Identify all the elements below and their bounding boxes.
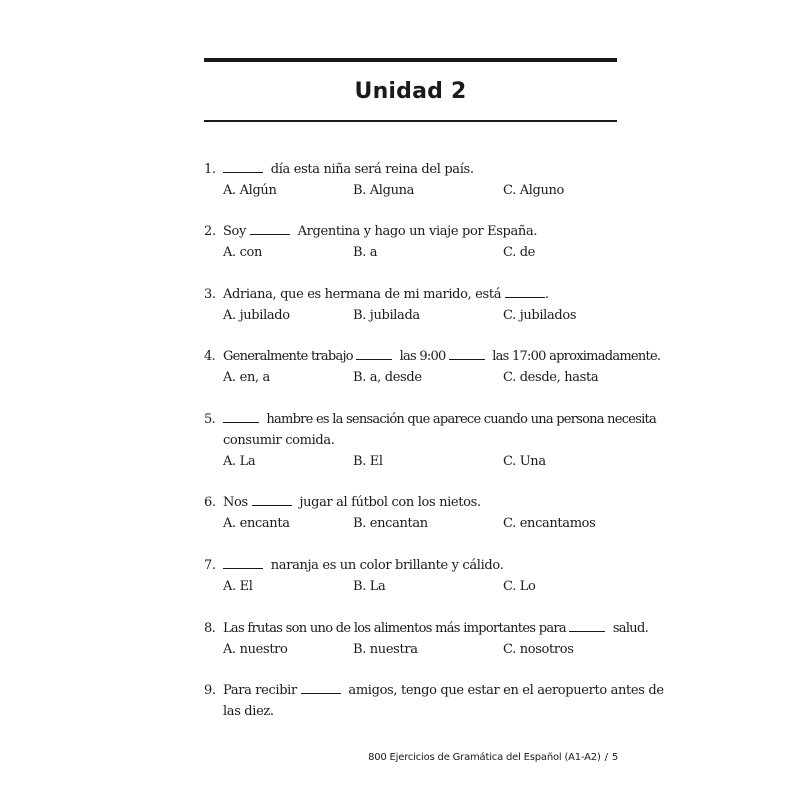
question-number: 5. bbox=[204, 412, 215, 427]
question-number: 8. bbox=[204, 621, 216, 636]
option-b: B. a, desde bbox=[353, 370, 422, 385]
option-c: C. jubilados bbox=[503, 308, 577, 323]
option-b: B. La bbox=[353, 579, 386, 594]
title-rule bbox=[204, 120, 617, 122]
option-c: C. Una bbox=[503, 454, 546, 469]
question-number: 1. bbox=[204, 162, 216, 177]
option-a: A. encanta bbox=[223, 516, 290, 531]
question-number: 2. bbox=[204, 224, 216, 239]
option-c: C. desde, hasta bbox=[503, 370, 599, 385]
question-stem: naranja es un color brillante y cálido. bbox=[223, 555, 503, 576]
option-b: B. a bbox=[353, 245, 378, 260]
question-9 bbox=[204, 680, 664, 722]
answer-blank bbox=[250, 222, 290, 235]
answer-blank bbox=[569, 619, 605, 632]
question-stem: Nos jugar al fútbol con los nietos. bbox=[223, 495, 481, 510]
option-c: C. Alguno bbox=[503, 183, 565, 198]
answer-blank bbox=[356, 347, 392, 360]
option-c: C. de bbox=[503, 245, 536, 260]
book-title: 800 Ejercicios de Gramática del Español (A1-A2) bbox=[368, 752, 601, 763]
answer-blank bbox=[505, 285, 545, 298]
question-stem: Soy Argentina y hago un viaje por España. bbox=[223, 224, 538, 239]
option-a: A. El bbox=[223, 579, 253, 594]
option-c: C. nosotros bbox=[503, 642, 574, 657]
question-number: 4. bbox=[204, 349, 215, 364]
option-a: A. nuestro bbox=[223, 642, 288, 657]
question-number: 9. bbox=[204, 683, 216, 698]
page-number: 5 bbox=[611, 752, 618, 763]
question-1 bbox=[204, 159, 620, 201]
question-stem: Adriana, que es hermana de mi marido, está . bbox=[223, 287, 549, 302]
question-stem: Generalmente trabajo las 9:00 las 17:00 aproximadamente. bbox=[223, 349, 661, 364]
answer-blank bbox=[223, 556, 263, 569]
option-b: B. Alguna bbox=[353, 183, 415, 198]
question-5 bbox=[204, 409, 657, 472]
option-b: B. El bbox=[353, 454, 383, 469]
question-stem: Para recibir amigos, tengo que estar en el aeropuerto antes de bbox=[223, 683, 664, 698]
option-b: B. jubilada bbox=[353, 308, 420, 323]
option-c: C. encantamos bbox=[503, 516, 596, 531]
option-a: A. jubilado bbox=[223, 308, 290, 323]
answer-blank bbox=[449, 347, 485, 360]
question-number: 3. bbox=[204, 287, 216, 302]
question-3 bbox=[204, 284, 620, 326]
question-7 bbox=[204, 555, 620, 597]
answer-blank bbox=[223, 410, 259, 423]
question-stem-continued: las diez. bbox=[223, 704, 274, 719]
footer-separator: / bbox=[604, 752, 608, 763]
question-6 bbox=[204, 492, 620, 534]
question-number: 7. bbox=[204, 558, 216, 573]
question-stem-continued: consumir comida. bbox=[223, 433, 335, 448]
question-2 bbox=[204, 221, 620, 263]
option-a: A. La bbox=[223, 454, 256, 469]
option-b: B. nuestra bbox=[353, 642, 418, 657]
option-a: A. con bbox=[223, 245, 263, 260]
question-number: 6. bbox=[204, 495, 216, 510]
unit-title: Unidad 2 bbox=[354, 79, 467, 104]
question-stem: hambre es la sensación que aparece cuando una persona necesita bbox=[223, 409, 656, 430]
top-rule bbox=[204, 58, 617, 62]
answer-blank bbox=[252, 493, 292, 506]
option-b: B. encantan bbox=[353, 516, 428, 531]
page-footer bbox=[368, 751, 618, 765]
question-4 bbox=[204, 346, 661, 388]
option-a: A. en, a bbox=[223, 370, 270, 385]
question-stem: Las frutas son uno de los alimentos más importantes para salud. bbox=[223, 621, 649, 636]
option-c: C. Lo bbox=[503, 579, 536, 594]
question-8 bbox=[204, 618, 649, 660]
question-stem: día esta niña será reina del país. bbox=[223, 159, 474, 180]
answer-blank bbox=[223, 160, 263, 173]
answer-blank bbox=[301, 681, 341, 694]
option-a: A. Algún bbox=[223, 183, 277, 198]
